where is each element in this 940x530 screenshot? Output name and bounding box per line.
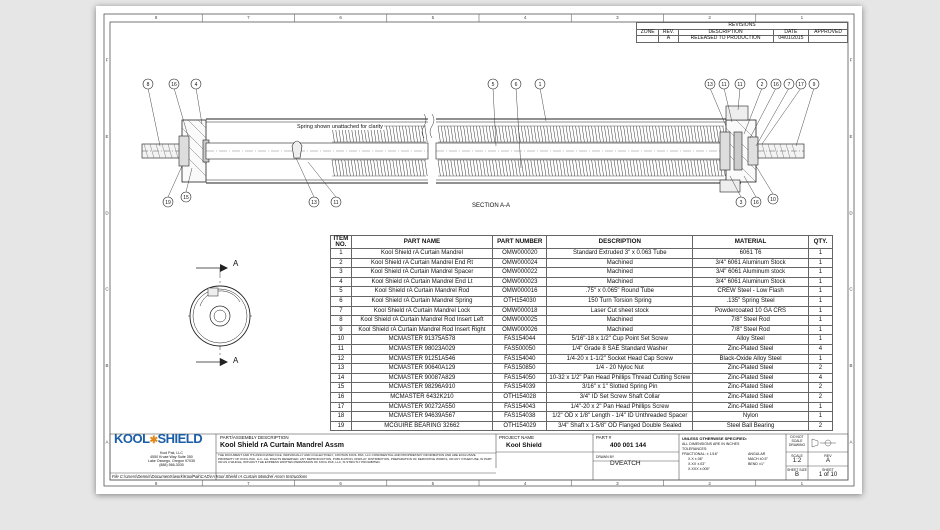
zone-row-label: D (105, 210, 109, 216)
item-balloon (511, 79, 521, 89)
bom-header: PART NUMBER (493, 236, 547, 249)
bom-cell: 7/8" Steel Rod (693, 325, 809, 335)
revisions-cell (637, 36, 659, 43)
bom-cell: 1 (808, 316, 832, 326)
bom-cell: 6061 T6 (693, 249, 809, 259)
item-balloon (181, 192, 191, 202)
bom-cell: Kool Shield rA Curtain Mandrel Lock (351, 306, 492, 316)
bom-cell: OTH154030 (493, 296, 547, 306)
svg-text:3: 3 (739, 199, 743, 206)
bom-row (331, 354, 833, 364)
revisions-header: APPROVED (809, 29, 848, 36)
bom-cell: OTH154029 (493, 421, 547, 431)
item-balloon (771, 79, 781, 89)
bom-cell: Laser Cut sheet stock (547, 306, 693, 316)
bom-cell: 7 (331, 306, 352, 316)
bom-cell: Standard Extruded 3" x 0.063 Tube (547, 249, 693, 259)
bom-row (331, 316, 833, 326)
sheet-value: 1 of 10 (818, 472, 838, 478)
svg-text:10: 10 (770, 196, 776, 203)
bom-cell: 9 (331, 325, 352, 335)
zone-column-label: 7 (247, 481, 250, 486)
item-balloon (488, 79, 498, 89)
bom-cell: OMW000023 (493, 277, 547, 287)
section-marker-top: A (233, 259, 239, 268)
bom-cell: 1/4-20 x 1-1/2" Socket Head Cap Screw (547, 354, 693, 364)
bom-cell: Alloy Steel (693, 335, 809, 345)
bom-cell: Zinc-Plated Steel (693, 383, 809, 393)
svg-text:11: 11 (721, 81, 727, 88)
bom-cell: Kool Shield rA Curtain Mandrel Spacer (351, 268, 492, 278)
bom-cell: 13 (331, 364, 352, 374)
bom-cell: 1/4"-20 x 2" Pan Head Phillips Screw (547, 402, 693, 412)
svg-text:9: 9 (812, 81, 816, 88)
bom-cell: 1 (808, 402, 832, 412)
drawn-by: DVEATCH (610, 460, 641, 467)
bom-cell: Kool Shield rA Curtain Mandrel (351, 249, 492, 259)
svg-text:2: 2 (760, 81, 764, 88)
bom-header: QTY. (808, 236, 832, 249)
zone-column-label: 6 (339, 15, 342, 20)
bom-cell: 19 (331, 421, 352, 431)
bom-cell: Machined (547, 325, 693, 335)
desc-label: PART/ASSEMBLY DESCRIPTION (220, 435, 289, 440)
bom-cell: 1 (808, 287, 832, 297)
svg-text:13: 13 (311, 199, 317, 206)
revisions-cell: 04/01/2015 (773, 36, 809, 43)
bom-cell: 4 (808, 344, 832, 354)
bom-cell: 1 (331, 249, 352, 259)
bom-cell: Kool Shield rA Curtain Mandrel Rod (351, 287, 492, 297)
sheet-size-value: B (794, 472, 799, 478)
bom-row (331, 325, 833, 335)
item-balloon (796, 79, 806, 89)
item-balloon (735, 79, 745, 89)
bom-cell: Kool Shield rA Curtain Mandrel Rod Insert Right (351, 325, 492, 335)
bom-cell: MCMASTER 91375A578 (351, 335, 492, 345)
bom-cell: MCGUIRE BEARING 32662 (351, 421, 492, 431)
drawing-note: Spring shown unattached for clarity (297, 124, 383, 130)
bom-cell: 150 Turn Torsion Spring (547, 296, 693, 306)
logo-shield: SHIELD (157, 431, 203, 446)
logo-kool: KOOL (114, 431, 150, 446)
end-view (188, 264, 252, 366)
zone-column-label: 5 (431, 15, 435, 20)
bom-cell: 3 (331, 268, 352, 278)
svg-text:17: 17 (798, 81, 804, 88)
bom-row (331, 392, 833, 402)
bom-cell: FAS150850 (493, 364, 547, 374)
svg-text:4: 4 (194, 81, 198, 88)
bom-cell: Zinc-Plated Steel (693, 402, 809, 412)
zone-column-label: 2 (708, 481, 711, 486)
bom-cell: Zinc-Plated Steel (693, 344, 809, 354)
bom-cell: FAS154038 (493, 412, 547, 422)
zone-row-label: E (105, 134, 109, 139)
bom-cell: 2 (808, 364, 832, 374)
zone-row-label: F (105, 57, 109, 63)
bom-cell: Kool Shield rA Curtain Mandrel Spring (351, 296, 492, 306)
bom-cell: 6 (331, 296, 352, 306)
bom-cell: FAS154039 (493, 383, 547, 393)
revisions-header: REV. (659, 29, 678, 36)
bom-cell: 2 (808, 421, 832, 431)
svg-text:16: 16 (171, 81, 177, 88)
bom-cell: 4 (808, 373, 832, 383)
drawing-sheet (96, 6, 862, 494)
tol-xx: X.XX ±.03" (688, 462, 706, 466)
item-balloon (719, 79, 729, 89)
revisions-table (636, 22, 848, 43)
bom-cell: 7/8" Steel Rod (693, 316, 809, 326)
project-label: PROJECT NAME (499, 435, 535, 440)
bom-cell: OTH154028 (493, 392, 547, 402)
bom-row (331, 258, 833, 268)
zone-row-label: B (105, 363, 109, 368)
bom-cell: 12 (331, 354, 352, 364)
item-balloon (163, 197, 173, 207)
bom-cell: MCMASTER 91251A546 (351, 354, 492, 364)
bom-cell: Zinc-Plated Steel (693, 373, 809, 383)
zone-row-label: D (849, 210, 853, 216)
bom-row (331, 277, 833, 287)
bom-row (331, 287, 833, 297)
legal-notice: THE DOCUMENT AND ITS ASSOCIATED FILE, INDIVIDUALLY AND COLLECTIVELY, CONTAIN KOOL PAK, LLC CONFIDENTIAL AND PROPRIETARY INFORMATION AND ARE EXCLUSIVE PROPERTY OF KOOL PAK, LLC. ALL RIGHTS RESERVED. ANY REPRODUCTION, PUBLICATION, DISPLAY, DISTRIBUTION, PREPARATION OF DERIVATIVE WORKS, OR ANY OTHER USE, IN PART OR AS A WHOLE, WITHOUT THE EXPRESS WRITTEN PERMISSION OF KOOL PAK, LLC, IS STRICTLY PROHIBITED. (218, 453, 492, 465)
bom-cell: 3/4" ID Set Screw Shaft Collar (547, 392, 693, 402)
bom-header: DESCRIPTION (547, 236, 693, 249)
bom-cell: 1 (808, 306, 832, 316)
bom-cell: FAS154044 (493, 335, 547, 345)
bom-cell: 1 (808, 354, 832, 364)
bom-cell: FAS154040 (493, 354, 547, 364)
bom-cell: 3/16" x 1" Slotted Spring Pin (547, 383, 693, 393)
tol-x: X.X ±.06" (688, 457, 704, 461)
bom-row (331, 364, 833, 374)
bom-row (331, 268, 833, 278)
part-number: 400 001 144 (610, 442, 647, 449)
bom-row (331, 296, 833, 306)
bom-cell: 18 (331, 412, 352, 422)
svg-text:13: 13 (707, 81, 713, 88)
zone-column-label: 3 (616, 481, 619, 486)
bom-cell: 2 (808, 392, 832, 402)
svg-text:11: 11 (333, 199, 339, 206)
bend-tol: BEND ±1° (748, 462, 765, 466)
bom-cell: Machined (547, 277, 693, 287)
tolerances-label: TOLERANCES: (682, 447, 708, 451)
bom-cell: 1 (808, 277, 832, 287)
sheet-size-label: SHEET SIZE (787, 468, 807, 472)
zone-row-label: A (105, 439, 109, 445)
bom-row (331, 249, 833, 259)
bom-header: MATERIAL (693, 236, 809, 249)
svg-text:6: 6 (514, 81, 518, 88)
bom-cell: OMW000016 (493, 287, 547, 297)
bom-cell: MCMASTER 98023A029 (351, 344, 492, 354)
item-balloon (784, 79, 794, 89)
bom-row (331, 402, 833, 412)
bom-cell: 17 (331, 402, 352, 412)
bom-cell: 2 (331, 258, 352, 268)
bom-cell: FAS154043 (493, 402, 547, 412)
unless-specified: UNLESS OTHERWISE SPECIFIED: (682, 436, 748, 441)
zone-column-label: 1 (800, 481, 804, 486)
item-balloon (809, 79, 819, 89)
bom-cell: 1 (808, 325, 832, 335)
item-balloon (191, 79, 201, 89)
zone-column-label: 7 (247, 15, 250, 20)
bom-cell: OMW000020 (493, 249, 547, 259)
zone-column-label: 6 (339, 481, 342, 486)
bom-cell: 1 (808, 412, 832, 422)
angular-label: ANGULAR (748, 452, 766, 456)
bom-cell: 1 (808, 258, 832, 268)
zone-column-label: 4 (523, 481, 527, 486)
scale-value: 1:2 (792, 458, 802, 464)
zone-column-label: 8 (154, 481, 158, 486)
bom-cell: OMW000026 (493, 325, 547, 335)
bom-cell: .75" x 0.065" Round Tube (547, 287, 693, 297)
bom-cell: FAS500050 (493, 344, 547, 354)
bom-cell: Machined (547, 258, 693, 268)
bom-row (331, 383, 833, 393)
revisions-cell: RELEASED TO PRODUCTION (678, 36, 773, 43)
svg-text:16: 16 (753, 199, 759, 206)
item-balloon (535, 79, 545, 89)
zone-row-label: C (105, 286, 109, 292)
bom-cell: 15 (331, 383, 352, 393)
bom-cell: 1 (808, 249, 832, 259)
zone-column-label: 4 (523, 15, 527, 20)
bom-cell: OMW000018 (493, 306, 547, 316)
section-label: SECTION A-A (472, 203, 511, 209)
svg-text:19: 19 (165, 199, 171, 206)
zone-row-label: A (849, 439, 853, 445)
bom-cell: Kool Shield rA Curtain Mandrel End Lt (351, 277, 492, 287)
rev-label: REV (824, 454, 832, 458)
bom-cell: 1/2" OD x 1/8" Length - 1/4" ID Unthreaded Spacer (547, 412, 693, 422)
scale-label: SCALE (791, 454, 803, 458)
revisions-header: DATE (773, 29, 809, 36)
bom-cell: Machined (547, 316, 693, 326)
zone-column-label: 3 (616, 15, 619, 20)
bom-cell: 1 (808, 268, 832, 278)
bom-cell: 5 (331, 287, 352, 297)
bom-cell: Kool Shield rA Curtain Mandrel End Rt (351, 258, 492, 268)
bom-cell: MCMASTER 90272A550 (351, 402, 492, 412)
zone-row-label: B (849, 363, 853, 368)
item-balloon (331, 197, 341, 207)
bom-row (331, 373, 833, 383)
zone-row-label: E (849, 134, 853, 139)
bom-cell: OMW000025 (493, 316, 547, 326)
zone-column-label: 1 (800, 15, 804, 20)
tol-xxx: X.XXX ±.005" (688, 467, 710, 471)
item-balloon (757, 79, 767, 89)
bom-cell: 11 (331, 344, 352, 354)
svg-text:5: 5 (491, 81, 495, 88)
revisions-row (637, 36, 848, 43)
bom-cell: Steel Ball Bearing (693, 421, 809, 431)
zone-column-label: 5 (431, 481, 435, 486)
bom-row (331, 335, 833, 345)
part-label: PART # (596, 435, 612, 440)
item-balloon (143, 79, 153, 89)
zone-row-label: C (849, 286, 853, 292)
assembly-description: Kool Shield rA Curtain Mandrel Assm (220, 442, 344, 449)
item-balloon (736, 197, 746, 207)
bom-cell: 2 (808, 383, 832, 393)
bom-cell: Black-Oxide Alloy Steel (693, 354, 809, 364)
zone-row-label: F (849, 57, 853, 63)
bom-cell: Powdercoated 10 GA CRS (693, 306, 809, 316)
bom-cell: 1/4 - 20 Nyloc Nut (547, 364, 693, 374)
bom-cell: 3/4" Shaft x 1-5/8" OD Flanged Double Sealed (547, 421, 693, 431)
bom-cell: Machined (547, 268, 693, 278)
bom-cell: Zinc-Plated Steel (693, 364, 809, 374)
bom-row (331, 306, 833, 316)
file-path: File C:\Users\Dennis\Documents\work\KoolPak\CAD\rA Kool Shield rA Curtain Mandrel Assm Instructions (112, 474, 308, 479)
revisions-header: DESCRIPTION (678, 29, 773, 36)
bom-row (331, 421, 833, 431)
mach-tol: MACH ±0.5° (748, 457, 768, 461)
bom-cell: 1/4" Grade 8 SAE Standard Washer (547, 344, 693, 354)
dims-note: ALL DIMENSIONS ARE IN INCHES (682, 442, 740, 446)
zone-column-label: 2 (708, 15, 711, 20)
item-balloon (309, 197, 319, 207)
bom-cell: Nylon (693, 412, 809, 422)
bom-cell: 14 (331, 373, 352, 383)
svg-text:15: 15 (183, 194, 189, 201)
project-name: Kool Shield (506, 442, 542, 449)
zone-column-label: 8 (154, 15, 158, 20)
bom-cell: .135" Spring Steel (693, 296, 809, 306)
drawn-label: DRAWN BY (596, 455, 615, 459)
bom-cell: FAS154050 (493, 373, 547, 383)
bom-header: ITEM NO. (331, 236, 352, 249)
rev-value: A (825, 458, 830, 464)
svg-text:7: 7 (787, 81, 791, 88)
bom-cell: 16 (331, 392, 352, 402)
bom-row (331, 412, 833, 422)
bom-cell: Kool Shield rA Curtain Mandrel Rod Insert Left (351, 316, 492, 326)
bom-cell: 4 (331, 277, 352, 287)
company-address: Kool Pak, LLC 4550 Kruse Way Suite 350 Lake Oswego, Oregon 97035 (888) 566-3030 (148, 451, 195, 467)
bom-cell: Zinc-Plated Steel (693, 392, 809, 402)
svg-text:1: 1 (538, 81, 542, 88)
bill-of-materials (330, 235, 833, 431)
fractional-tol: FRACTIONAL: ± 1/16" (682, 452, 719, 456)
revisions-title: REVISIONS (637, 23, 848, 30)
bom-cell: MCMASTER 90640A129 (351, 364, 492, 374)
svg-text:16: 16 (773, 81, 779, 88)
bom-cell: 8 (331, 316, 352, 326)
revisions-header: ZONE (637, 29, 659, 36)
bom-cell: 3/4" 6061 Aluminum Stock (693, 277, 809, 287)
item-balloon (705, 79, 715, 89)
bom-cell: MCMASTER 98296A910 (351, 383, 492, 393)
bom-cell: 3/4" 6061 Aluminum stock (693, 268, 809, 278)
bom-cell: 10-32 x 1/2" Pan Head Phillips Thread Cutting Screw (547, 373, 693, 383)
section-marker-bottom: A (233, 356, 239, 365)
bom-cell: 3/4" 6061 Aluminum Stock (693, 258, 809, 268)
do-not-scale: DO NOT SCALE DRAWING (788, 435, 806, 447)
section-view (142, 79, 819, 207)
revisions-cell (809, 36, 848, 43)
bom-cell: 1 (808, 296, 832, 306)
bom-cell: 10 (331, 335, 352, 345)
item-balloon (768, 194, 778, 204)
sheet-label: SHEET (822, 468, 834, 472)
revisions-cell: A (659, 36, 678, 43)
bom-cell: 1 (808, 335, 832, 345)
bom-cell: MCMASTER 94639A567 (351, 412, 492, 422)
bom-header: PART NAME (351, 236, 492, 249)
bom-cell: MCMASTER 90087A829 (351, 373, 492, 383)
item-balloon (169, 79, 179, 89)
bom-cell: CREW Steel - Low Flash (693, 287, 809, 297)
bom-row (331, 344, 833, 354)
bom-cell: OMW000024 (493, 258, 547, 268)
bom-cell: 5/16"-18 x 1/2" Cup Point Set Screw (547, 335, 693, 345)
bom-cell: OMW000022 (493, 268, 547, 278)
company-logo: KOOL✱SHIELD (114, 431, 203, 446)
svg-text:11: 11 (737, 81, 743, 88)
item-balloon (751, 197, 761, 207)
svg-text:8: 8 (146, 81, 150, 88)
bom-cell: MCMASTER 6432K210 (351, 392, 492, 402)
